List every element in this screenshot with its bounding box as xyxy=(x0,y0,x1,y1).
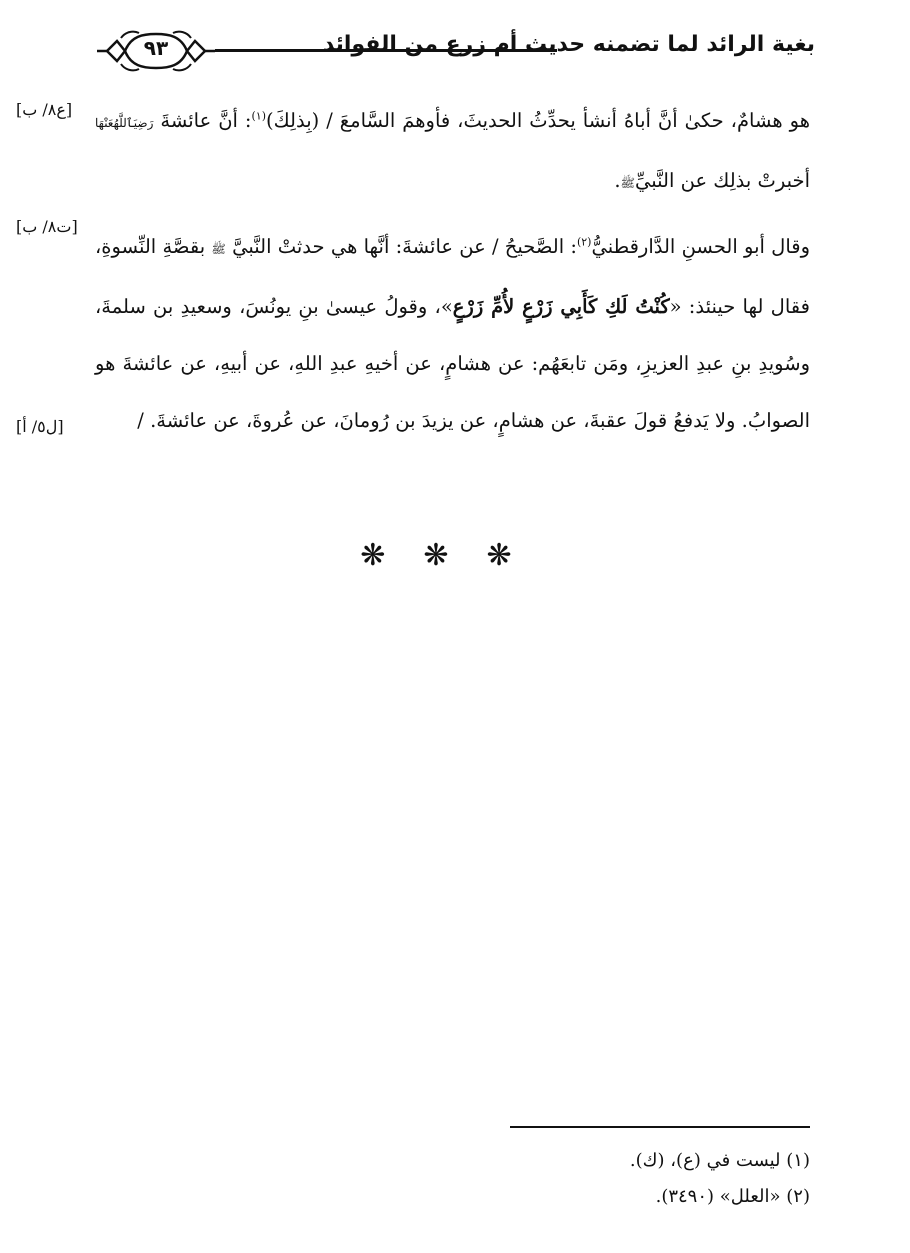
hadith-quote: كُنْتُ لَكِ كَأَبِي زَرْعٍ لأُمِّ زَرْعٍ xyxy=(452,295,670,318)
paragraph-2 xyxy=(95,218,810,449)
margin-ref-3: [ل٥/ أ] xyxy=(16,417,64,436)
honorific-salla: ﷺ xyxy=(620,176,636,190)
text-run: وقال أبو الحسنِ الدَّارقطنيُّ xyxy=(591,235,810,258)
header-rule xyxy=(215,49,557,52)
text-run: »، وقولُ عيسىٰ بنِ يونُسَ، وسعيدِ بن سلمةَ، وسُويدِ بنِ عبدِ العزيزِ، ومَن تابعَهُم: عن هشامٍ، عن أخيهِ عبدِ اللهِ، عن أبيهِ، عن عائشةَ هو الصوابُ. ولا يَدفعُ قولَ عقبةَ، عن هشامٍ، عن يزيدَ بن رُومانَ، عن عُروةَ، عن عائشةَ. / xyxy=(95,295,810,432)
text-run: أخبرتْ بذلِك عن النَّبيِّ xyxy=(635,169,810,192)
running-title: بغية الرائد لما تضمنه حديث أم زرع من الفوائد xyxy=(322,32,815,57)
body-text xyxy=(95,92,810,449)
text-run: : أنَّ عائشةَ xyxy=(160,109,252,132)
section-separator: ❋❋❋ xyxy=(360,538,550,573)
page-number: ٩٣ xyxy=(143,36,169,60)
text-run: هو هشامٌ، حكىٰ أنَّ أباهُ أنشأ يحدِّثُ الحديثَ، فأوهمَ السَّامعَ / (بِذلِكَ) xyxy=(266,109,810,132)
margin-ref-1: [ع٨/ ب] xyxy=(16,100,73,119)
text-run: . xyxy=(614,169,621,192)
text-run: بقصَّةِ النِّسوةِ، فقال لها حينئذ: « xyxy=(95,235,810,318)
footnote-2: (٢) «العلل» (٣٤٩٠). xyxy=(655,1186,810,1207)
footnote-1: (١) ليست في (ع)، (ك). xyxy=(629,1150,810,1171)
paragraph-1 xyxy=(95,92,810,212)
footnote-marker-2: (٢) xyxy=(576,235,592,249)
footnote-marker-1: (١) xyxy=(251,109,267,123)
honorific-salla: ﷺ xyxy=(211,242,226,256)
honorific-radiya: رَضِيَٱللَّهُعَنْهَا xyxy=(95,116,154,130)
footnotes xyxy=(95,1143,810,1215)
footnote-rule xyxy=(510,1126,810,1128)
page-header xyxy=(95,28,815,76)
text-run: : الصَّحيحُ / عن عائشةَ: أنَّها هي حدثتْ النَّبيَّ xyxy=(232,235,577,258)
margin-ref-2: [ت٨/ ب] xyxy=(16,217,78,236)
